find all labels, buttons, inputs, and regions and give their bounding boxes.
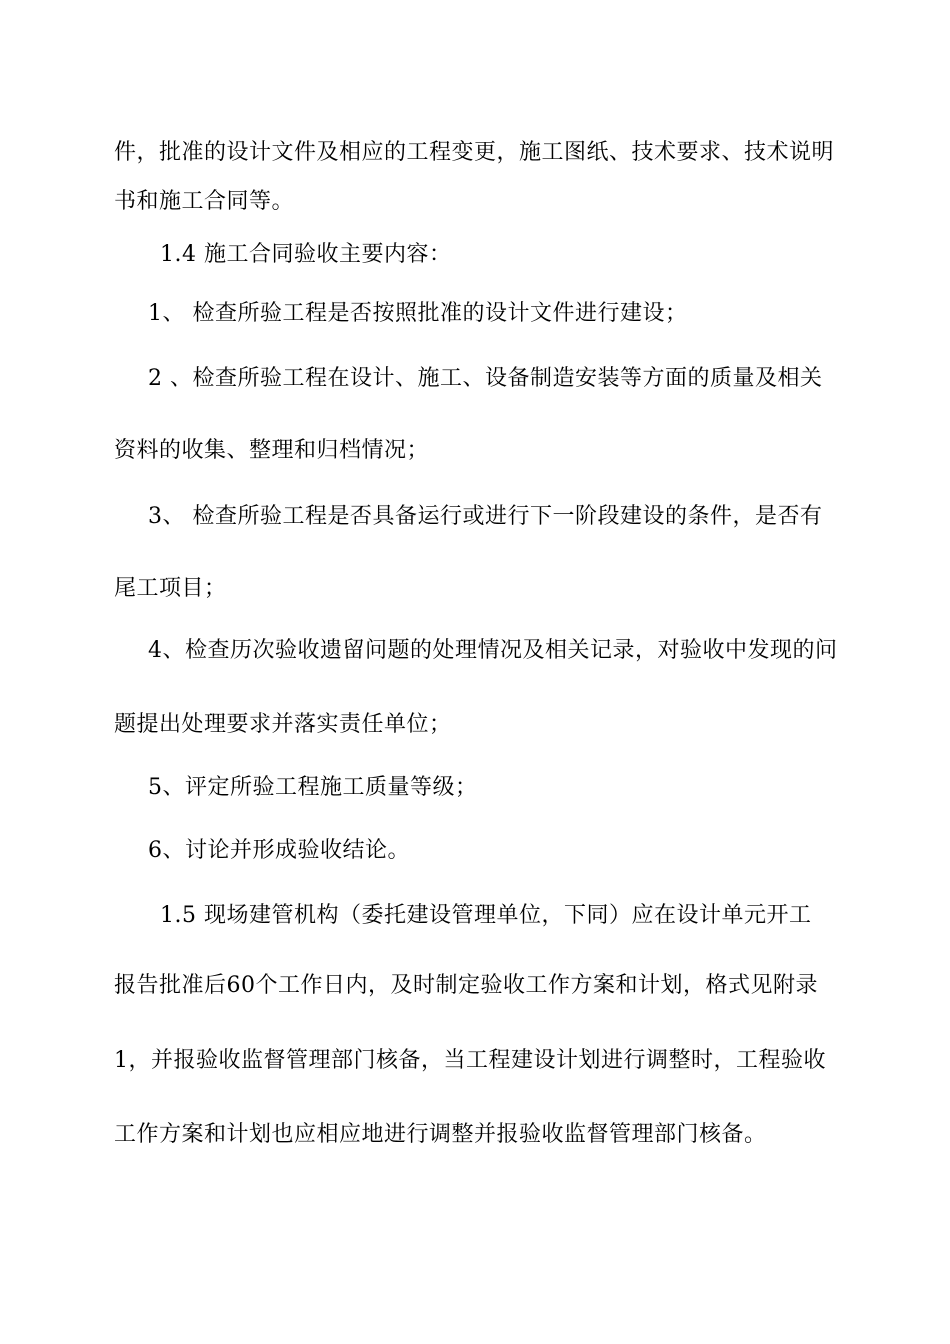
list-item: 2 、检查所验工程在设计、施工、设备制造安装等方面的质量及相关 [148, 366, 823, 391]
text-line: 1，并报验收监督管理部门核备，当工程建设计划进行调整时，工程验收 [114, 1048, 826, 1073]
text-line: 题提出处理要求并落实责任单位； [114, 712, 452, 737]
text-line: 报告批准后60个工作日内，及时制定验收工作方案和计划，格式见附录 [114, 973, 818, 998]
list-item: 3、 检查所验工程是否具备运行或进行下一阶段建设的条件，是否有 [148, 504, 823, 529]
list-item: 6、讨论并形成验收结论。 [148, 838, 410, 863]
section-paragraph: 1.5 现场建管机构（委托建设管理单位，下同）应在设计单元开工 [160, 903, 812, 928]
text-line: 工作方案和计划也应相应地进行调整并报验收监督管理部门核备。 [114, 1122, 767, 1147]
text-line: 书和施工合同等。 [114, 189, 295, 214]
list-item: 4、检查历次验收遗留问题的处理情况及相关记录，对验收中发现的问 [148, 638, 838, 663]
list-item: 1、 检查所验工程是否按照批准的设计文件进行建设； [148, 301, 688, 326]
list-item: 5、评定所验工程施工质量等级； [148, 775, 478, 800]
section-heading: 1.4 施工合同验收主要内容： [160, 242, 452, 267]
text-line: 尾工项目； [114, 576, 227, 601]
text-line: 件，批准的设计文件及相应的工程变更，施工图纸、技术要求、技术说明 [114, 140, 835, 165]
text-line: 资料的收集、整理和归档情况； [114, 438, 430, 463]
